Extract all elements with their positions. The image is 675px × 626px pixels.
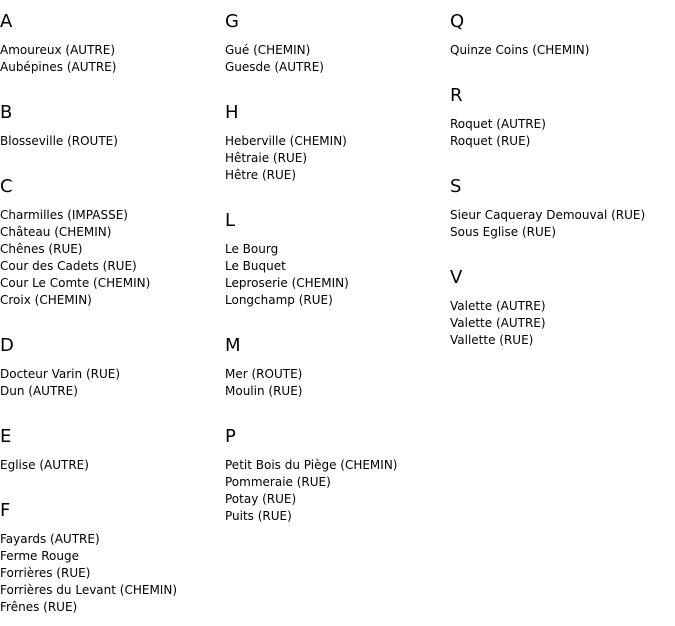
section-letter: H: [225, 102, 239, 123]
street-list: [450, 207, 645, 241]
street-list: [0, 366, 120, 400]
street-link[interactable]: Cour des Cadets (RUE): [0, 259, 137, 273]
street-link[interactable]: Hêtraie (RUE): [225, 151, 307, 165]
section-letter: D: [0, 335, 14, 356]
section-q: [450, 11, 590, 57]
street-link[interactable]: Docteur Varin (RUE): [0, 367, 121, 381]
section-letter: F: [0, 500, 11, 521]
street-link[interactable]: Forrières (RUE): [0, 566, 91, 580]
street-link[interactable]: Heberville (CHEMIN): [225, 134, 347, 148]
street-link[interactable]: Charmilles (IMPASSE): [0, 208, 128, 222]
street-list: [225, 457, 397, 525]
street-link[interactable]: Moulin (RUE): [225, 384, 303, 398]
section-letter: L: [225, 210, 236, 231]
section-b: [0, 102, 118, 148]
section-f: [0, 500, 177, 614]
street-list: [450, 116, 546, 150]
section-letter: C: [0, 176, 13, 197]
street-link[interactable]: Le Bourg: [225, 242, 279, 256]
section-letter: R: [450, 85, 463, 106]
street-link[interactable]: Amoureux (AUTRE): [0, 43, 116, 57]
street-link[interactable]: Chênes (RUE): [0, 242, 83, 256]
street-link[interactable]: Vallette (RUE): [450, 333, 534, 347]
section-d: [0, 335, 121, 398]
street-link[interactable]: Le Buquet: [225, 259, 286, 273]
street-link[interactable]: Forrières du Levant (CHEMIN): [0, 583, 177, 597]
section-c: [0, 176, 151, 307]
section-letter: S: [450, 176, 462, 197]
street-link[interactable]: Fayards (AUTRE): [0, 532, 100, 546]
street-list: [450, 298, 546, 349]
street-list: [0, 457, 89, 474]
street-link[interactable]: Hêtre (RUE): [225, 168, 297, 182]
section-v: [450, 267, 546, 347]
street-list: [450, 42, 589, 59]
street-link[interactable]: Puits (RUE): [225, 509, 292, 523]
street-list: [0, 42, 116, 76]
street-link[interactable]: Potay (RUE): [225, 492, 297, 506]
street-link[interactable]: Château (CHEMIN): [0, 225, 112, 239]
street-link[interactable]: Valette (AUTRE): [450, 299, 546, 313]
street-list: [225, 241, 349, 309]
street-link[interactable]: Guesde (AUTRE): [225, 60, 324, 74]
street-link[interactable]: Valette (AUTRE): [450, 316, 546, 330]
street-link[interactable]: Roquet (RUE): [450, 134, 531, 148]
street-link[interactable]: Dun (AUTRE): [0, 384, 78, 398]
street-link[interactable]: Gué (CHEMIN): [225, 43, 311, 57]
section-e: [0, 426, 89, 472]
section-m: [225, 335, 303, 398]
street-link[interactable]: Leproserie (CHEMIN): [225, 276, 349, 290]
street-link[interactable]: Petit Bois du Piège (CHEMIN): [225, 458, 398, 472]
street-link[interactable]: Quinze Coins (CHEMIN): [450, 43, 590, 57]
street-list: [225, 366, 302, 400]
street-link[interactable]: Sous Eglise (RUE): [450, 225, 557, 239]
street-link[interactable]: Blosseville (ROUTE): [0, 134, 118, 148]
section-a: [0, 11, 117, 74]
section-letter: M: [225, 335, 241, 356]
street-link[interactable]: Aubépines (AUTRE): [0, 60, 117, 74]
street-list: [0, 133, 118, 150]
section-p: [225, 426, 398, 523]
street-link[interactable]: Mer (ROUTE): [225, 367, 303, 381]
street-link[interactable]: Croix (CHEMIN): [0, 293, 92, 307]
section-s: [450, 176, 646, 239]
street-link[interactable]: Pommeraie (RUE): [225, 475, 331, 489]
section-letter: A: [0, 11, 13, 32]
section-letter: G: [225, 11, 239, 32]
street-link[interactable]: Sieur Caqueray Demouval (RUE): [450, 208, 646, 222]
section-letter: P: [225, 426, 236, 447]
street-link[interactable]: Ferme Rouge: [0, 549, 79, 563]
street-list: [0, 531, 177, 616]
street-list: [225, 42, 324, 76]
street-link[interactable]: Cour Le Comte (CHEMIN): [0, 276, 151, 290]
section-letter: V: [450, 267, 463, 288]
street-link[interactable]: Eglise (AUTRE): [0, 458, 89, 472]
street-list: [0, 207, 150, 309]
street-link[interactable]: Frênes (RUE): [0, 600, 78, 614]
section-r: [450, 85, 546, 148]
section-h: [225, 102, 347, 182]
section-letter: Q: [450, 11, 465, 32]
street-list: [225, 133, 347, 184]
street-link[interactable]: Roquet (AUTRE): [450, 117, 546, 131]
section-letter: E: [0, 426, 12, 447]
section-g: [225, 11, 324, 74]
section-letter: B: [0, 102, 13, 123]
street-link[interactable]: Longchamp (RUE): [225, 293, 333, 307]
section-l: [225, 210, 349, 307]
